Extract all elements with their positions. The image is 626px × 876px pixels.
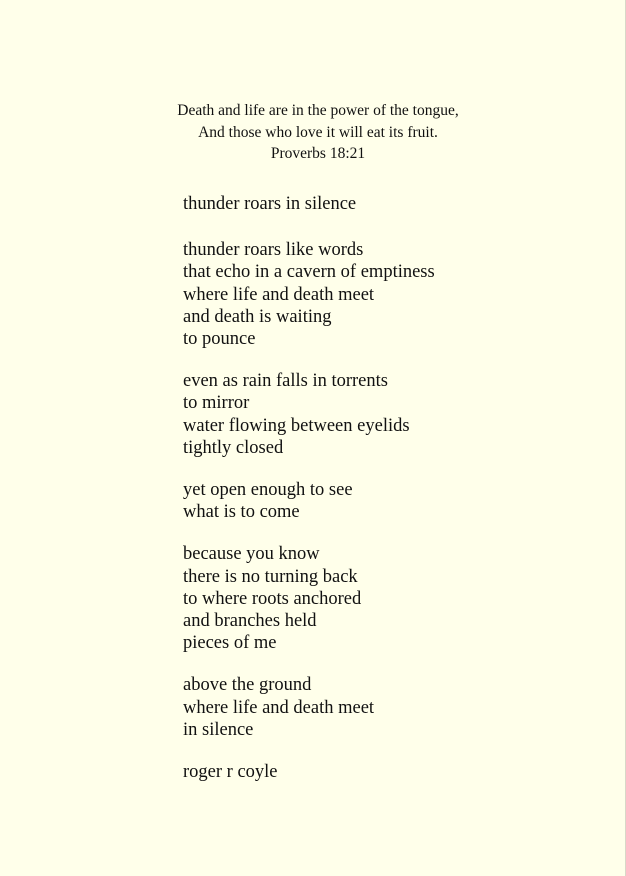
poem-line: to pounce (183, 329, 256, 350)
poem-line: there is no turning back (183, 566, 358, 587)
epigraph-line: Death and life are in the power of the tongue, (177, 102, 459, 119)
stanza-2 (183, 370, 435, 459)
epigraph-citation: Proverbs 18:21 (270, 145, 366, 162)
poem-line: pieces of me (183, 633, 277, 654)
poem-line: to mirror (183, 393, 250, 414)
stanza-1 (183, 239, 435, 350)
epigraph (0, 100, 626, 165)
poem-line: above the ground (183, 675, 312, 696)
poem-line: where life and death meet (183, 697, 375, 718)
stanza-4 (183, 543, 435, 654)
poem-title: thunder roars in silence (183, 194, 357, 214)
poem-line: in silence (183, 719, 254, 740)
epigraph-line: And those who love it will eat its fruit. (198, 123, 438, 141)
poem-line: tightly closed (183, 437, 284, 458)
poem-line: where life and death meet (183, 284, 375, 305)
poem-line: even as rain falls in torrents (183, 371, 388, 392)
poem-line: water flowing between eyelids (183, 415, 410, 436)
poem-line: what is to come (183, 502, 300, 523)
poem-line: that echo in a cavern of emptiness (183, 262, 435, 283)
poem-author: roger r coyle (183, 762, 278, 783)
poem-line: thunder roars like words (183, 240, 364, 261)
poem-line: because you know (183, 544, 320, 565)
poem-line: and death is waiting (183, 306, 332, 327)
poem (183, 193, 435, 783)
poem-line: yet open enough to see (183, 480, 353, 501)
stanza-3 (183, 479, 435, 523)
poem-line: and branches held (183, 611, 317, 632)
poem-line: to where roots anchored (183, 588, 362, 609)
stanza-5 (183, 674, 435, 741)
